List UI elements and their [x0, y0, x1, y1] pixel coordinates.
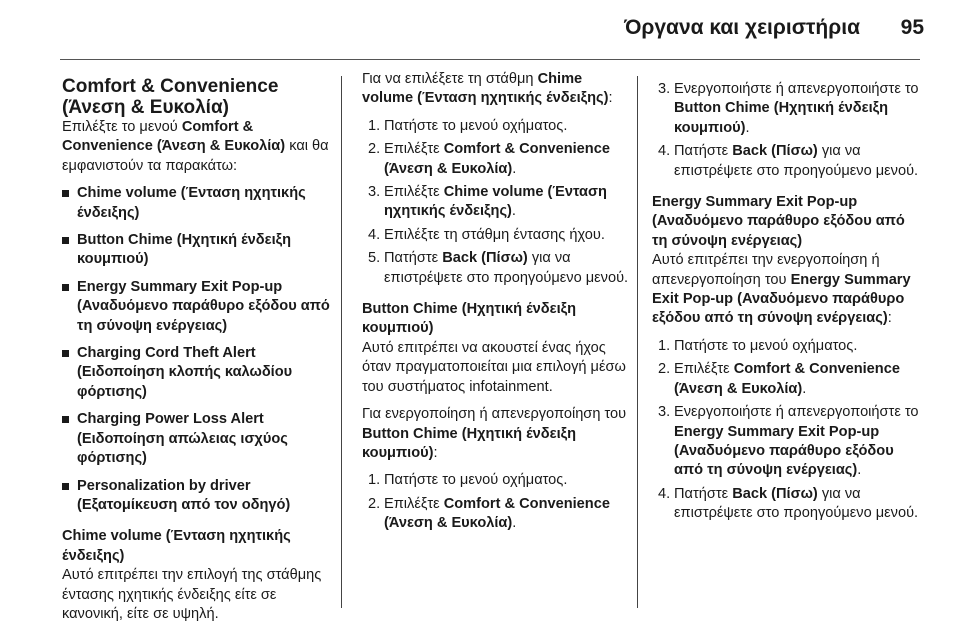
energy-text: Αυτό επιτρέπει την ενεργοποίηση ή απενεργοποίηση του	[652, 252, 880, 288]
page-header	[0, 0, 960, 60]
step-number: 3.	[368, 184, 381, 201]
step-item	[652, 403, 922, 481]
bullet-square-icon	[62, 190, 69, 197]
step-bold-text: Energy Summary Exit Pop-up (Αναδυόμενο παράθυρο εξόδου από τη σύνοψη ενέργειας)	[674, 423, 894, 479]
list-item-label: Personalization by driver (Εξατομίκευση από τον οδηγό)	[77, 477, 291, 513]
bullet-square-icon	[62, 416, 69, 423]
intro-menu-name: Comfort & Convenience (Άνεση & Ευκολία)	[62, 119, 286, 155]
bullet-square-icon	[62, 350, 69, 357]
list-item-label: Chime volume (Ένταση ηχητικής ένδειξης)	[77, 185, 306, 221]
list-item-label: Charging Cord Theft Alert (Ειδοποίηση κλοπής καλωδίου φόρτισης)	[77, 345, 293, 400]
step-text: Επιλέξτε	[384, 495, 444, 512]
intro-text-end: και θα εμφανιστούν τα παρακάτω:	[62, 138, 329, 174]
subsection-description: Αυτό επιτρέπει να ακουστεί ένας ήχος όταν πραγματοποιείται μια επιλογή μέσω του συστήματος infotainment.	[362, 339, 626, 395]
step-text: Πατήστε	[674, 485, 733, 502]
intro-paragraph	[62, 118, 332, 176]
step-bold-text: Comfort & Convenience (Άνεση & Ευκολία)	[384, 141, 610, 177]
step-item	[362, 495, 632, 534]
step-text-end: για να επιστρέψετε στο προηγούμενο μενού.	[674, 143, 919, 179]
activate-text-end: :	[433, 444, 438, 461]
step-item	[362, 249, 632, 288]
step-item	[652, 360, 922, 399]
step-text-end: .	[511, 203, 516, 220]
options-list	[62, 184, 332, 515]
step-text-end: .	[512, 160, 517, 177]
subsection-description: Αυτό επιτρέπει την επιλογή της στάθμης έντασης ηχητικής ένδειξης είτε σε κανονική, είτε σε υψηλή.	[62, 567, 322, 622]
step-item	[362, 140, 632, 179]
energy-text-end: :	[887, 310, 892, 327]
steps-list	[652, 337, 922, 524]
step-bold-text: Comfort & Convenience (Άνεση & Ευκολία)	[384, 495, 610, 532]
page-number: 95	[900, 16, 924, 39]
step-number: 4.	[658, 143, 671, 160]
step-number: 1.	[368, 472, 381, 489]
list-item	[62, 278, 332, 336]
intro-text: Για να επιλέξετε τη στάθμη	[362, 71, 538, 87]
activate-setting-name: Button Chime (Ηχητική ένδειξη κουμπιού)	[362, 425, 577, 461]
step-item	[362, 226, 632, 245]
bullet-square-icon	[62, 284, 69, 291]
intro-text-end: :	[608, 90, 613, 107]
step-bold-text: Button Chime (Ηχητική ένδειξη κουμπιού)	[674, 100, 889, 136]
step-text-end: .	[857, 462, 862, 479]
column-divider	[341, 76, 342, 608]
step-number: 3.	[658, 81, 671, 97]
subsection-title: Chime volume (Ένταση ηχητικής ένδειξης)	[62, 528, 291, 564]
step-text: Επιλέξτε	[384, 141, 444, 158]
column-divider	[637, 76, 638, 608]
step-text: Πατήστε το μενού οχήματος.	[384, 117, 568, 134]
bullet-square-icon	[62, 237, 69, 244]
step-bold-text: Back (Πίσω)	[732, 485, 818, 502]
step-item	[652, 80, 922, 138]
step-number: 2.	[368, 141, 381, 158]
step-text-end: .	[512, 515, 517, 532]
step-bold-text: Back (Πίσω)	[732, 143, 818, 160]
intro-text: Επιλέξτε το μενού	[62, 119, 182, 135]
step-item	[362, 471, 632, 490]
step-number: 4.	[658, 485, 671, 502]
step-item	[362, 183, 632, 222]
column-2	[362, 70, 632, 542]
step-text: Επιλέξτε τη στάθμη έντασης ήχου.	[384, 226, 605, 243]
header-title: Όργανα και χειριστήρια	[624, 16, 860, 39]
step-text: Πατήστε	[384, 250, 443, 267]
step-text: Επιλέξτε	[674, 361, 734, 378]
step-text: Πατήστε το μενού οχήματος.	[384, 472, 568, 489]
step-text-end: .	[802, 380, 807, 397]
subsection-title: Energy Summary Exit Pop-up (Αναδυόμενο παράθυρο εξόδου από τη σύνοψη ενέργειας)	[652, 194, 905, 249]
step-bold-text: Chime volume (Ένταση ηχητικής ένδειξης)	[384, 184, 607, 220]
bullet-square-icon	[62, 483, 69, 490]
step-text: Πατήστε το μενού οχήματος.	[674, 337, 858, 354]
column-1	[62, 76, 332, 632]
subsection-title: Button Chime (Ηχητική ένδειξη κουμπιού)	[362, 301, 577, 337]
step-text: Πατήστε	[674, 143, 733, 160]
step-number: 2.	[658, 361, 671, 378]
step-number: 2.	[368, 495, 381, 512]
step-text-end: για να επιστρέψετε στο προηγούμενο μενού.	[674, 485, 919, 522]
list-item	[62, 410, 332, 468]
step-bold-text: Comfort & Convenience (Άνεση & Ευκολία)	[674, 361, 900, 397]
list-item-label: Energy Summary Exit Pop-up (Αναδυόμενο παράθυρο εξόδου από τη σύνοψη ενέργειας)	[77, 278, 330, 334]
intro-paragraph	[362, 70, 632, 109]
header-divider	[60, 59, 920, 60]
steps-list	[362, 471, 632, 533]
step-text-end: .	[745, 119, 750, 136]
list-item	[62, 477, 332, 516]
energy-setting-name: Energy Summary Exit Pop-up (Αναδυόμενο παράθυρο εξόδου από τη σύνοψη ενέργειας)	[652, 271, 911, 327]
list-item	[62, 184, 332, 223]
step-item	[652, 485, 922, 524]
step-number: 5.	[368, 250, 381, 267]
activate-paragraph	[362, 405, 632, 463]
steps-list	[652, 80, 922, 181]
step-item	[362, 117, 632, 136]
step-text-end: για να επιστρέψετε στο προηγούμενο μενού.	[384, 250, 629, 286]
step-item	[652, 337, 922, 356]
section-title: Comfort & Convenience (Άνεση & Ευκολία)	[62, 76, 279, 118]
step-number: 3.	[658, 404, 671, 421]
steps-list	[362, 117, 632, 288]
list-item	[62, 231, 332, 270]
intro-setting-name: Chime volume (Ένταση ηχητικής ένδειξης)	[362, 71, 609, 107]
step-bold-text: Back (Πίσω)	[442, 250, 528, 267]
step-text: Επιλέξτε	[384, 184, 444, 201]
list-item	[62, 344, 332, 402]
step-item	[652, 142, 922, 181]
step-number: 4.	[368, 226, 381, 243]
list-item-label: Charging Power Loss Alert (Ειδοποίηση απώλειας ισχύος φόρτισης)	[77, 411, 288, 467]
list-item-label: Button Chime (Ηχητική ένδειξη κουμπιού)	[77, 232, 292, 268]
activate-text: Για ενεργοποίηση ή απενεργοποίηση του	[362, 406, 627, 423]
step-text: Ενεργοποιήστε ή απενεργοποιήστε το	[674, 404, 919, 421]
step-number: 1.	[658, 337, 671, 354]
column-3	[652, 70, 922, 532]
step-number: 1.	[368, 117, 381, 134]
step-text: Ενεργοποιήστε ή απενεργοποιήστε το	[674, 81, 919, 97]
energy-paragraph	[652, 251, 922, 329]
